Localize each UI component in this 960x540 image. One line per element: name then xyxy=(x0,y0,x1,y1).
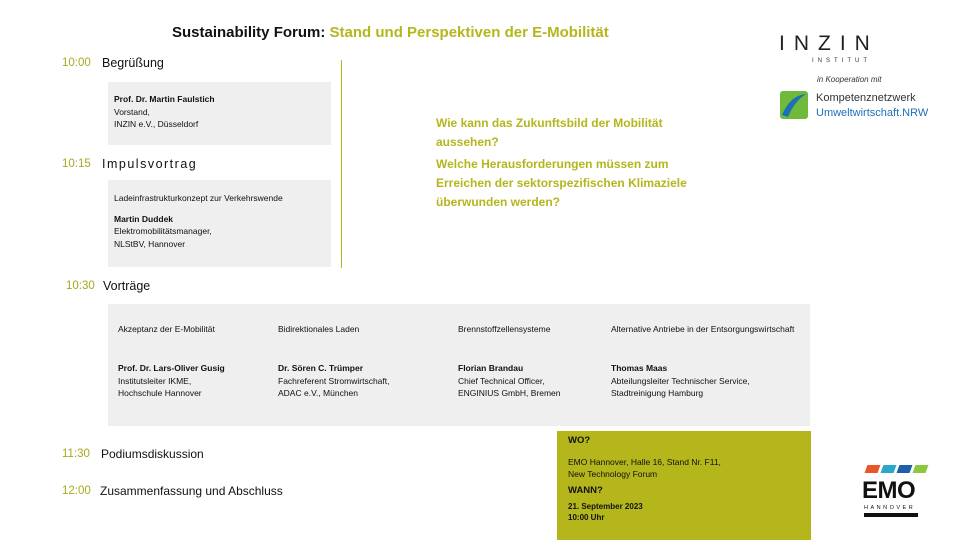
question-1: Wie kann das Zukunftsbild der Mobilität aussehen? xyxy=(436,116,663,149)
emo-bar xyxy=(913,465,929,473)
event-info-box xyxy=(557,431,811,540)
emo-bar xyxy=(897,465,913,473)
greeting-speaker-box xyxy=(108,82,331,145)
speaker-org: NLStBV, Hannover xyxy=(114,238,186,249)
kuw-logo-icon xyxy=(780,91,808,119)
talk-item xyxy=(118,323,268,400)
talk-item xyxy=(278,323,448,400)
talk-item xyxy=(611,323,803,400)
where-label: WO? xyxy=(568,435,591,446)
talk-topic: Akzeptanz der E-Mobilität xyxy=(118,324,215,334)
talk-speaker-name: Prof. Dr. Lars-Oliver Gusig xyxy=(118,363,225,373)
talk-speaker-line2: ENGINIUS GmbH, Bremen xyxy=(458,388,561,398)
talk-speaker-line1: Abteilungsleiter Technischer Service, xyxy=(611,375,750,386)
talk-topic: Brennstoffzellensysteme xyxy=(458,324,551,334)
talks-label: Vorträge xyxy=(103,279,151,293)
keynote-time: 10:15 xyxy=(62,158,91,170)
question-2: Welche Herausforderungen müssen zum Erreichen der sektorspezifischen Klimaziele überwunden werden? xyxy=(436,157,687,209)
keynote-topic: Ladeinfrastrukturkonzept zur Verkehrswende xyxy=(114,193,283,203)
talk-speaker-line2: Stadtreinigung Hamburg xyxy=(611,388,704,398)
when-label: WANN? xyxy=(568,484,603,496)
speaker-role: Vorstand, xyxy=(114,106,150,117)
talk-speaker-name: Florian Brandau xyxy=(458,363,524,373)
emo-sub: HANNOVER xyxy=(864,505,916,511)
where-line1: EMO Hannover, Halle 16, Stand Nr. F11, xyxy=(568,456,721,467)
event-time: 10:00 Uhr xyxy=(568,513,605,522)
talk-speaker-line1: Chief Technical Officer, xyxy=(458,375,545,386)
talk-topic: Bidirektionales Laden xyxy=(278,324,360,334)
page-title xyxy=(172,24,609,41)
panel-time: 11:30 xyxy=(62,448,90,460)
emo-bar xyxy=(881,465,897,473)
speaker-name: Martin Duddek xyxy=(114,213,174,224)
divider-line xyxy=(341,60,342,268)
speaker-name: Prof. Dr. Martin Faulstich xyxy=(114,94,215,104)
talk-topic: Alternative Antriebe in der Entsorgungswirtschaft xyxy=(611,324,795,334)
title-accent: Stand und Perspektiven der E-Mobilität xyxy=(329,24,609,41)
talk-speaker-line2: Hochschule Hannover xyxy=(118,388,202,398)
kuw-line1: Kompetenznetzwerk xyxy=(816,92,916,104)
talk-speaker-line1: Fachreferent Stromwirtschaft, xyxy=(278,375,390,386)
talk-speaker-name: Dr. Sören C. Trümper xyxy=(278,363,364,373)
inzin-sub: INSTITUT xyxy=(812,58,871,64)
emo-logo: EMO xyxy=(862,477,916,504)
emo-underline xyxy=(864,513,918,517)
closing-label: Zusammenfassung und Abschluss xyxy=(100,484,283,498)
talk-speaker-line1: Institutsleiter IKME, xyxy=(118,375,192,386)
title-main: Sustainability Forum: xyxy=(172,24,326,41)
kuw-line2: Umweltwirtschaft.NRW xyxy=(816,107,929,119)
talk-item xyxy=(458,323,603,400)
speaker-org: INZIN e.V., Düsseldorf xyxy=(114,119,199,129)
greeting-time: 10:00 xyxy=(62,57,91,69)
keynote-speaker-box xyxy=(108,180,331,267)
closing-time: 12:00 xyxy=(62,485,91,497)
speaker-role: Elektromobilitätsmanager, xyxy=(114,226,212,236)
talk-speaker-line2: ADAC e.V., München xyxy=(278,388,359,398)
emo-bar xyxy=(865,465,881,473)
inzin-logo: INZIN xyxy=(779,32,879,55)
event-date: 21. September 2023 xyxy=(568,502,643,511)
coop-text: in Kooperation mit xyxy=(817,75,882,84)
emo-color-bars xyxy=(866,465,927,473)
panel-label: Podiumsdiskussion xyxy=(101,447,204,461)
talks-time: 10:30 xyxy=(66,280,95,292)
where-line2: New Technology Forum xyxy=(568,469,658,479)
keynote-label: Impulsvortrag xyxy=(102,157,198,171)
greeting-label: Begrüßung xyxy=(102,56,164,70)
talk-speaker-name: Thomas Maas xyxy=(611,363,668,373)
